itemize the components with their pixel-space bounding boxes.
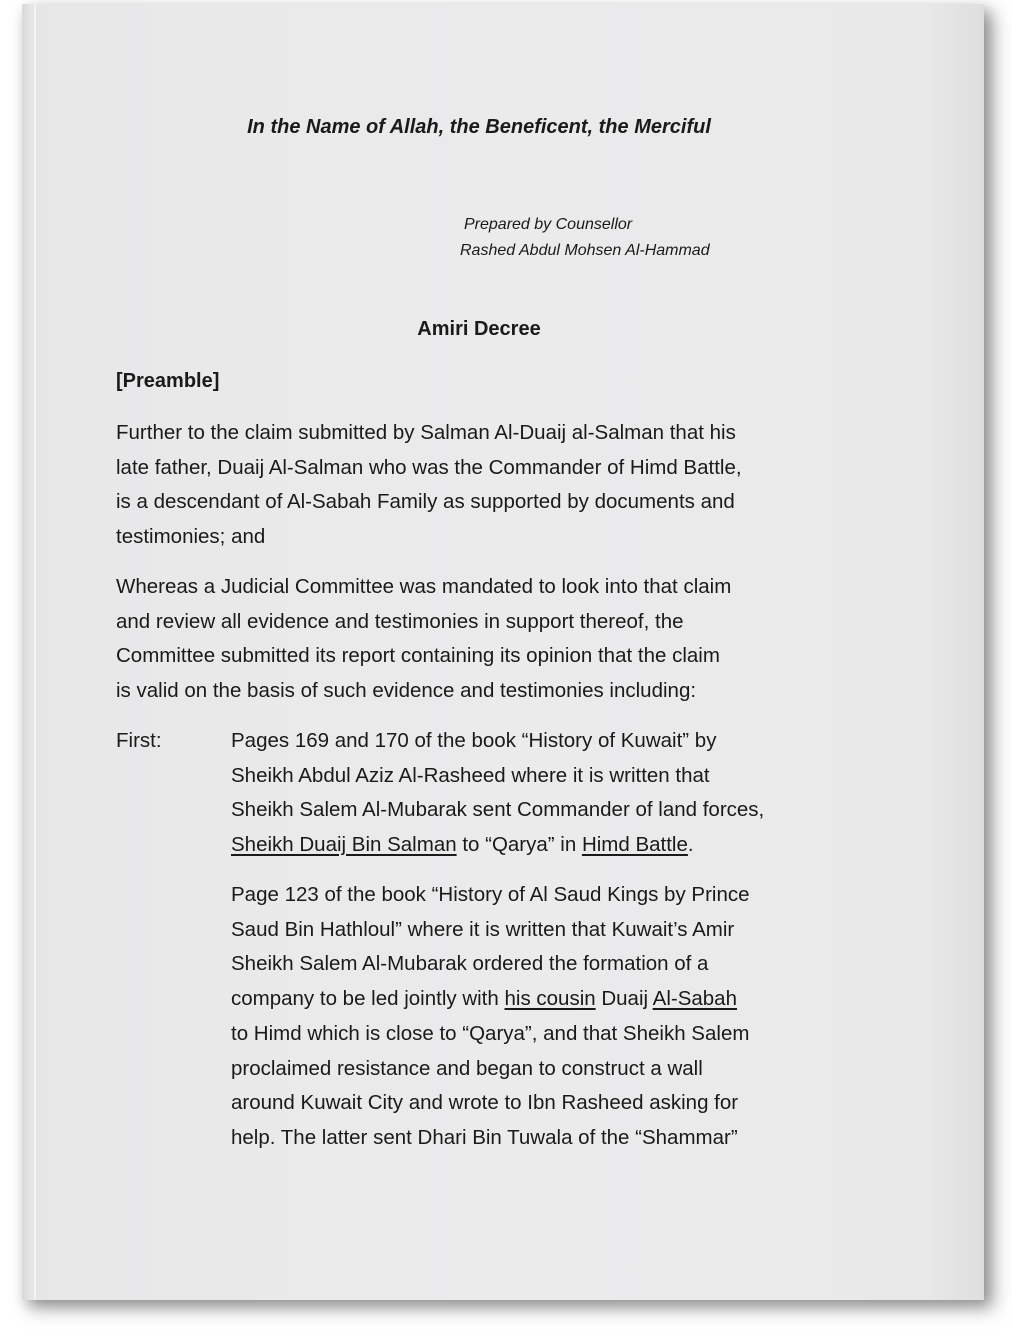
underlined-battle: Himd Battle <box>581 833 688 857</box>
paragraph-committee <box>116 570 731 709</box>
text-line <box>231 828 764 863</box>
author-name: Rashed Abdul Mohsen Al-Hammad <box>460 242 710 259</box>
text-line: Sheikh Abdul Aziz Al-Rasheed where it is written that <box>231 763 710 787</box>
text-line: and review all evidence and testimonies in support thereof, the <box>116 609 684 633</box>
underlined-name: Sheikh Duaij Bin Salman <box>231 833 457 857</box>
text-line: testimonies; and <box>116 525 266 549</box>
item-first-evidence-1 <box>231 724 764 863</box>
text-line: is a descendant of Al-Sabah Family as supported by documents and <box>116 490 735 514</box>
text-line: proclaimed resistance and began to construct a wall <box>231 1056 703 1080</box>
prepared-by-block <box>460 212 710 264</box>
text-line: Saud Bin Hathloul” where it is written that Kuwait’s Amir <box>231 917 735 941</box>
page-title: Amiri Decree <box>417 318 541 340</box>
basmala-heading: In the Name of Allah, the Beneficent, the Merciful <box>247 116 711 138</box>
item-first-evidence-2 <box>231 878 750 1156</box>
text-line: Sheikh Salem Al-Mubarak ordered the formation of a <box>231 952 709 976</box>
text-line: Sheikh Salem Al-Mubarak sent Commander of land forces, <box>231 798 765 822</box>
text-line: help. The latter sent Dhari Bin Tuwala of the “Shammar” <box>231 1125 738 1149</box>
text-line: Page 123 of the book “History of Al Saud Kings by Prince <box>231 883 750 906</box>
underlined-family: Al-Sabah <box>652 987 737 1011</box>
text-line: Committee submitted its report containing its opinion that the claim <box>116 644 720 668</box>
text-line: is valid on the basis of such evidence and testimonies including: <box>116 679 697 703</box>
text-line <box>231 982 750 1017</box>
text-fragment: company to be led jointly with <box>231 987 505 1011</box>
text-line: Further to the claim submitted by Salman Al-Duaij al-Salman that his <box>116 421 736 444</box>
text-line: Whereas a Judicial Committee was mandated to look into that claim <box>116 575 732 598</box>
text-line: Pages 169 and 170 of the book “History of Kuwait” by <box>231 729 717 752</box>
text-fragment: . <box>687 833 694 857</box>
paragraph-claim <box>116 416 742 555</box>
text-line: to Himd which is close to “Qarya”, and that Sheikh Salem <box>231 1021 750 1045</box>
text-fragment: Duaij <box>595 987 653 1011</box>
item-label-first: First: <box>116 729 162 752</box>
preamble-label: [Preamble] <box>116 370 220 392</box>
page-spine <box>34 4 36 1300</box>
text-line: around Kuwait City and wrote to Ibn Rasheed asking for <box>231 1091 739 1115</box>
text-line: late father, Duaij Al-Salman who was the Commander of Himd Battle, <box>116 455 742 479</box>
prepared-by-label: Prepared by Counsellor <box>464 216 633 233</box>
document-page <box>22 4 984 1300</box>
text-fragment: to “Qarya” in <box>456 833 582 857</box>
underlined-relation: his cousin <box>504 987 596 1011</box>
